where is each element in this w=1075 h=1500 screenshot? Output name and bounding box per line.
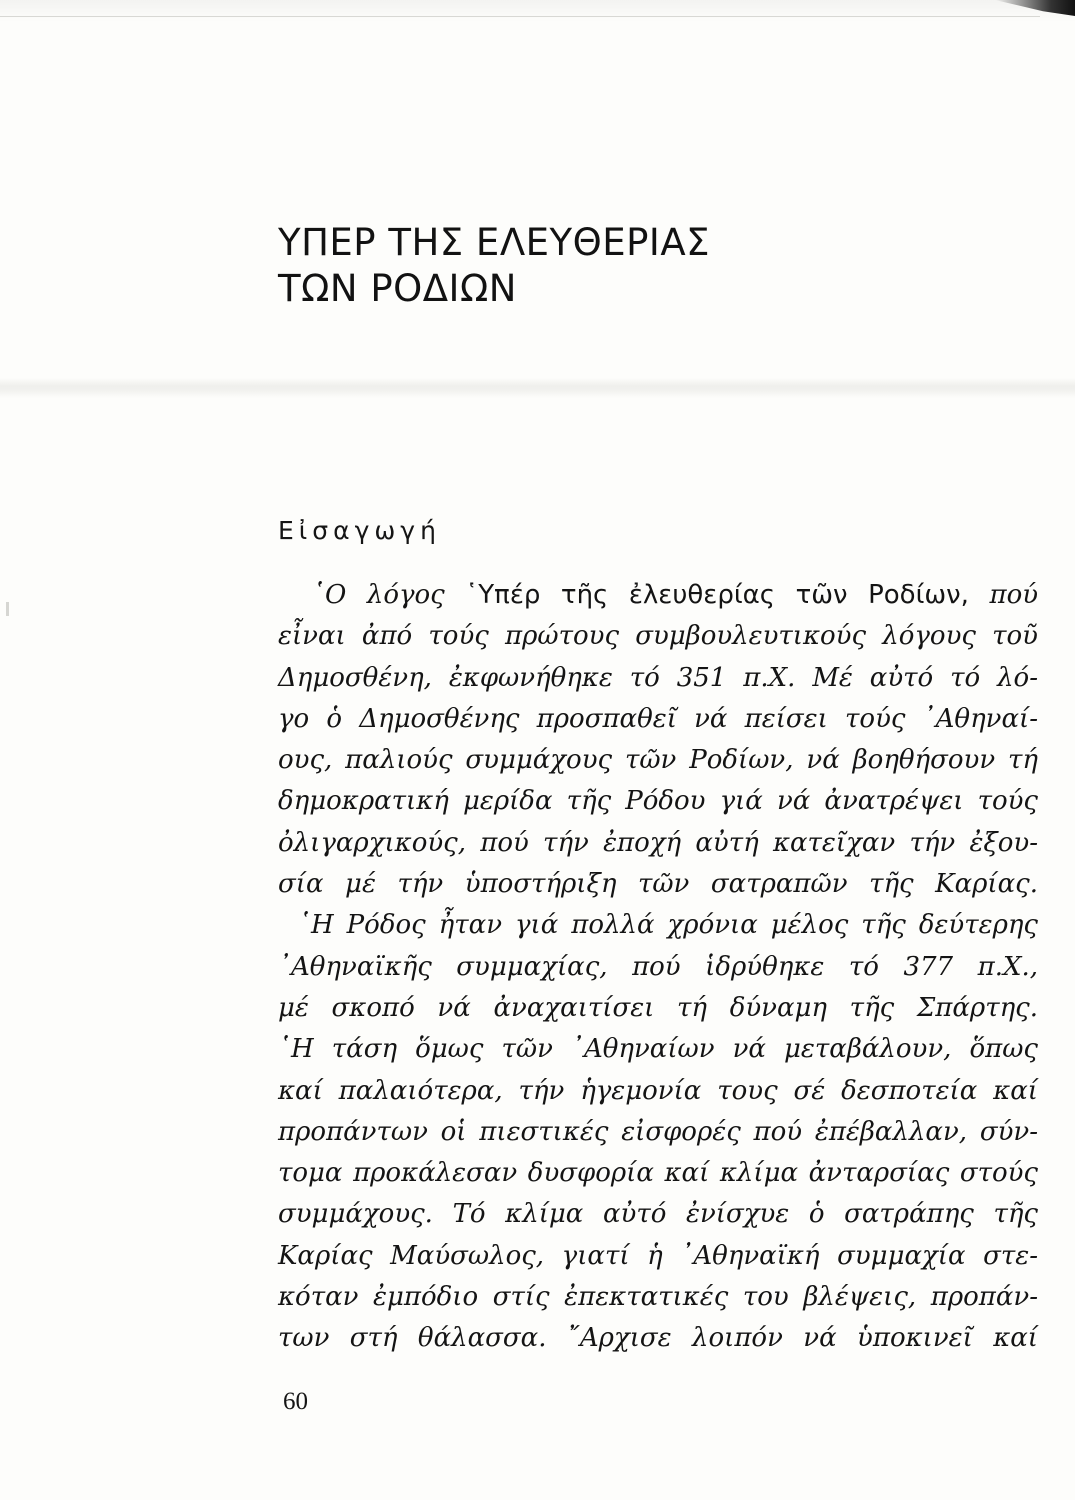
text-line: ῾Η τάση ὅμως τῶν ᾿Αθηναίων νά μεταβάλουν, ὅπως (278, 1034, 1038, 1065)
text-line-part: ῾Ο λόγος (312, 580, 445, 610)
scan-edge-line (0, 16, 1040, 17)
chapter-title-line-2: ΤΩΝ ΡΟΔΙΩΝ (278, 267, 517, 310)
text-line: καί παλαιότερα, τήν ἡγεμονία τους σέ δεσποτεία καί (278, 1075, 1038, 1106)
body-paragraph (278, 575, 1038, 1360)
scan-margin-mark (6, 602, 9, 616)
text-line: σία μέ τήν ὑποστήριξη τῶν σατραπῶν τῆς Καρίας. (278, 869, 1038, 900)
chapter-title (278, 220, 710, 312)
text-line: προπάντων οἱ πιεστικές εἰσφορές πού ἐπέβαλλαν, σύν- (278, 1116, 1038, 1147)
text-line: ῾Η Ρόδος ἦταν γιά πολλά χρόνια μέλος τῆς δεύτερης (298, 910, 1038, 941)
text-line: των στή θάλασσα. ῎Αρχισε λοιπόν νά ὑποκινεῖ καί (278, 1323, 1038, 1354)
page-number: 60 (283, 1388, 308, 1415)
text-line: δημοκρατική μερίδα τῆς Ρόδου γιά νά ἀνατρέψει τούς (278, 786, 1038, 817)
text-line: εἶναι ἀπό τούς πρώτους συμβουλευτικούς λόγους τοῦ (278, 621, 1038, 652)
speech-title: ῾Υπέρ τῆς ἐλευθερίας τῶν Ροδίων, (465, 580, 969, 610)
text-line: ὀλιγαρχικούς, πού τήν ἐποχή αὐτή κατεῖχαν τήν ἐξου- (278, 827, 1038, 858)
text-line: κόταν ἐμπόδιο στίς ἐπεκτατικές του βλέψεις, προπάν- (278, 1282, 1038, 1313)
text-line: συμμάχους. Τό κλίμα αὐτό ἐνίσχυε ὁ σατράπης τῆς (278, 1199, 1038, 1230)
text-line: ᾿Αθηναϊκῆς συμμαχίας, πού ἱδρύθηκε τό 377 π.Χ., (278, 951, 1038, 982)
text-line: Δημοσθένη, ἐκφωνήθηκε τό 351 π.Χ. Μέ αὐτό τό λό- (278, 662, 1038, 693)
text-line-part: πού (989, 580, 1039, 610)
section-heading: Εἰσαγωγή (278, 516, 441, 545)
scan-gray-band (0, 378, 1075, 398)
text-line: ους, παλιούς συμμάχους τῶν Ροδίων, νά βοηθήσουν τή (278, 745, 1038, 776)
text-line: τομα προκάλεσαν δυσφορία καί κλίμα ἀνταρσίας στούς (278, 1158, 1038, 1189)
text-line (278, 575, 1038, 616)
text-line: μέ σκοπό νά ἀναχαιτίσει τή δύναμη τῆς Σπάρτης. (278, 992, 1038, 1023)
chapter-title-line-1: ΥΠΕΡ ΤΗΣ ΕΛΕΥΘΕΡΙΑΣ (278, 221, 711, 264)
scan-top-edge (0, 0, 1075, 22)
text-line: γο ὁ Δημοσθένης προσπαθεῖ νά πείσει τούς ᾿Αθηναί- (278, 703, 1038, 734)
text-line: Καρίας Μαύσωλος, γιατί ἡ ᾿Αθηναϊκή συμμαχία στε- (278, 1240, 1038, 1271)
